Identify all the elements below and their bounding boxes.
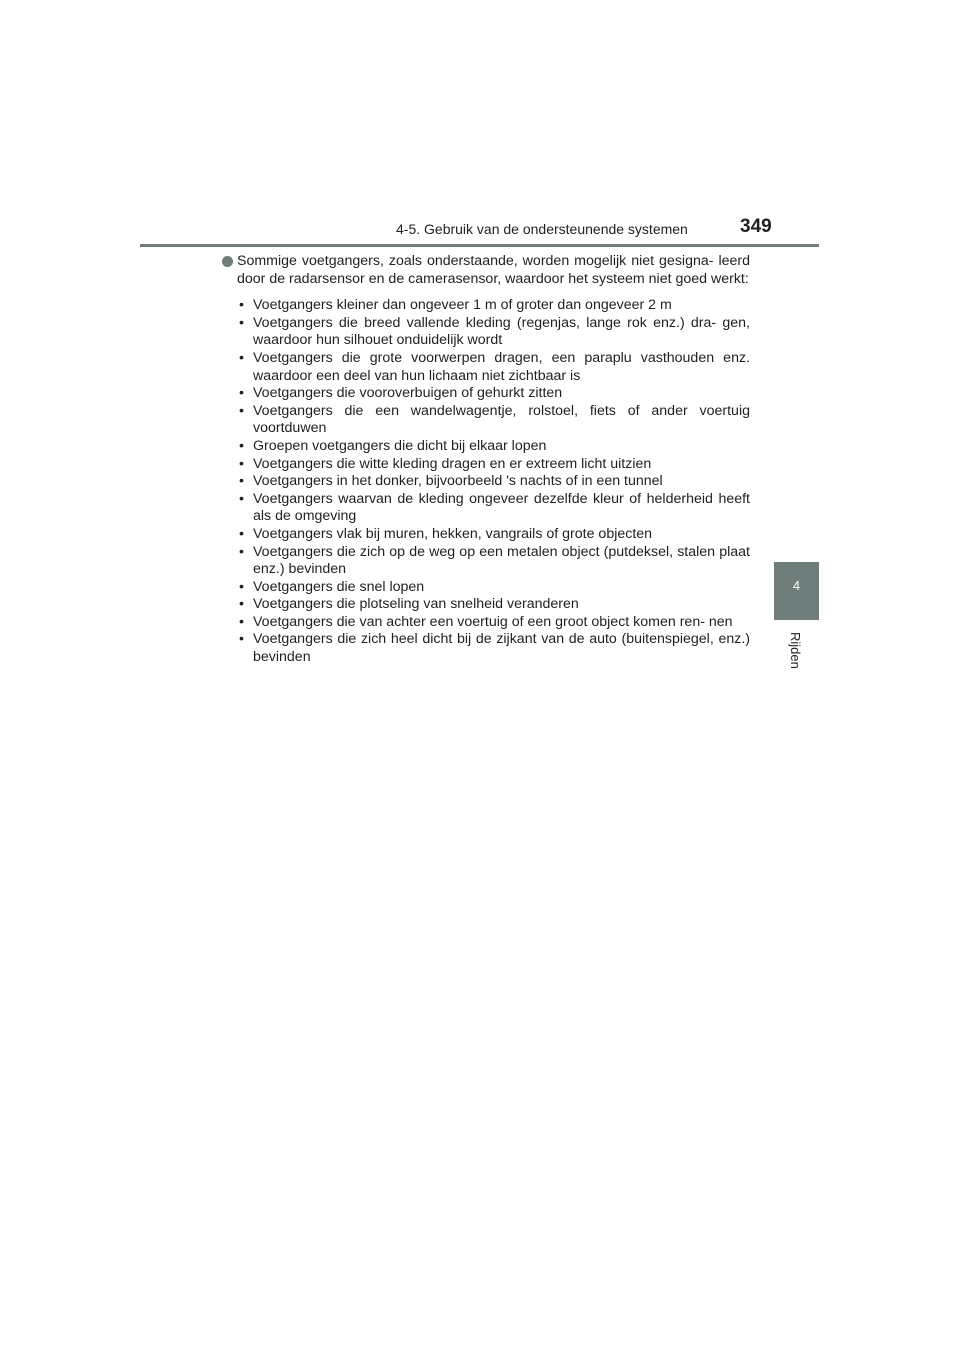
bullet-icon: • xyxy=(239,613,244,630)
list-item-text: Voetgangers die zich heel dicht bij de zijkant van de auto (buitenspiegel, enz.) bevinden xyxy=(253,631,750,666)
list-item xyxy=(222,579,750,597)
header-divider xyxy=(140,244,819,247)
bullet-icon: • xyxy=(239,402,244,419)
bullet-icon: • xyxy=(239,525,244,542)
bullet-icon: • xyxy=(239,297,244,314)
bullet-icon: • xyxy=(239,385,244,402)
bullet-icon: • xyxy=(239,543,244,560)
list-item xyxy=(222,544,750,579)
list-item xyxy=(222,631,750,666)
bullet-icon: • xyxy=(239,578,244,595)
bullet-icon: • xyxy=(239,349,244,366)
intro-text: Sommige voetgangers, zoals onderstaande, worden mogelijk niet gesigna- leerd door de radarsensor en de camerasensor, waardoor het systeem niet goed werkt: xyxy=(237,253,750,287)
list-item xyxy=(222,526,750,544)
list-item xyxy=(222,403,750,438)
list-item-text: Voetgangers die witte kleding dragen en er extreem licht uitzien xyxy=(253,455,652,472)
list-item-text: Groepen voetgangers die dicht bij elkaar lopen xyxy=(253,437,547,454)
list-item xyxy=(222,596,750,614)
pedestrian-list xyxy=(222,297,750,666)
bullet-icon: • xyxy=(239,455,244,472)
list-item-text: Voetgangers die plotseling van snelheid veranderen xyxy=(253,596,579,613)
round-bullet-icon xyxy=(222,256,233,267)
main-content xyxy=(222,253,750,667)
list-item xyxy=(222,473,750,491)
list-item xyxy=(222,456,750,474)
intro-paragraph xyxy=(222,253,750,288)
chapter-number: 4 xyxy=(792,578,801,593)
bullet-icon: • xyxy=(239,437,244,454)
bullet-icon: • xyxy=(239,631,244,648)
list-item xyxy=(222,385,750,403)
bullet-icon: • xyxy=(239,314,244,331)
section-title: 4-5. Gebruik van de ondersteunende systemen xyxy=(396,221,688,237)
list-item-text: Voetgangers die van achter een voertuig of een groot object komen ren- nen xyxy=(253,613,733,630)
chapter-tab xyxy=(774,562,819,620)
page-number: 349 xyxy=(740,216,772,237)
list-item-text: Voetgangers die snel lopen xyxy=(253,578,425,595)
list-item-text: Voetgangers die een wandelwagentje, rolstoel, fiets of ander voertuig voortduwen xyxy=(253,402,750,437)
chapter-label: Rijden xyxy=(788,632,803,669)
list-item xyxy=(222,491,750,526)
list-item xyxy=(222,315,750,350)
list-item-text: Voetgangers die zich op de weg op een metalen object (putdeksel, stalen plaat enz.) bevinden xyxy=(253,543,750,578)
list-item-text: Voetgangers die breed vallende kleding (regenjas, lange rok enz.) dra- gen, waardoor hun silhouet onduidelijk wordt xyxy=(253,314,750,349)
list-item-text: Voetgangers vlak bij muren, hekken, vangrails of grote objecten xyxy=(253,525,653,542)
list-item-text: Voetgangers kleiner dan ongeveer 1 m of groter dan ongeveer 2 m xyxy=(253,297,672,314)
bullet-icon: • xyxy=(239,490,244,507)
list-item-text: Voetgangers die grote voorwerpen dragen, een paraplu vasthouden enz. waardoor een deel van hun lichaam niet zichtbaar is xyxy=(253,349,750,384)
list-item xyxy=(222,350,750,385)
list-item xyxy=(222,438,750,456)
list-item-text: Voetgangers in het donker, bijvoorbeeld 's nachts of in een tunnel xyxy=(253,473,663,490)
list-item xyxy=(222,614,750,632)
list-item-text: Voetgangers waarvan de kleding ongeveer dezelfde kleur of helderheid heeft als de omgeving xyxy=(253,490,750,525)
list-item-text: Voetgangers die vooroverbuigen of gehurkt zitten xyxy=(253,385,563,402)
bullet-icon: • xyxy=(239,596,244,613)
bullet-icon: • xyxy=(239,473,244,490)
list-item xyxy=(222,297,750,315)
